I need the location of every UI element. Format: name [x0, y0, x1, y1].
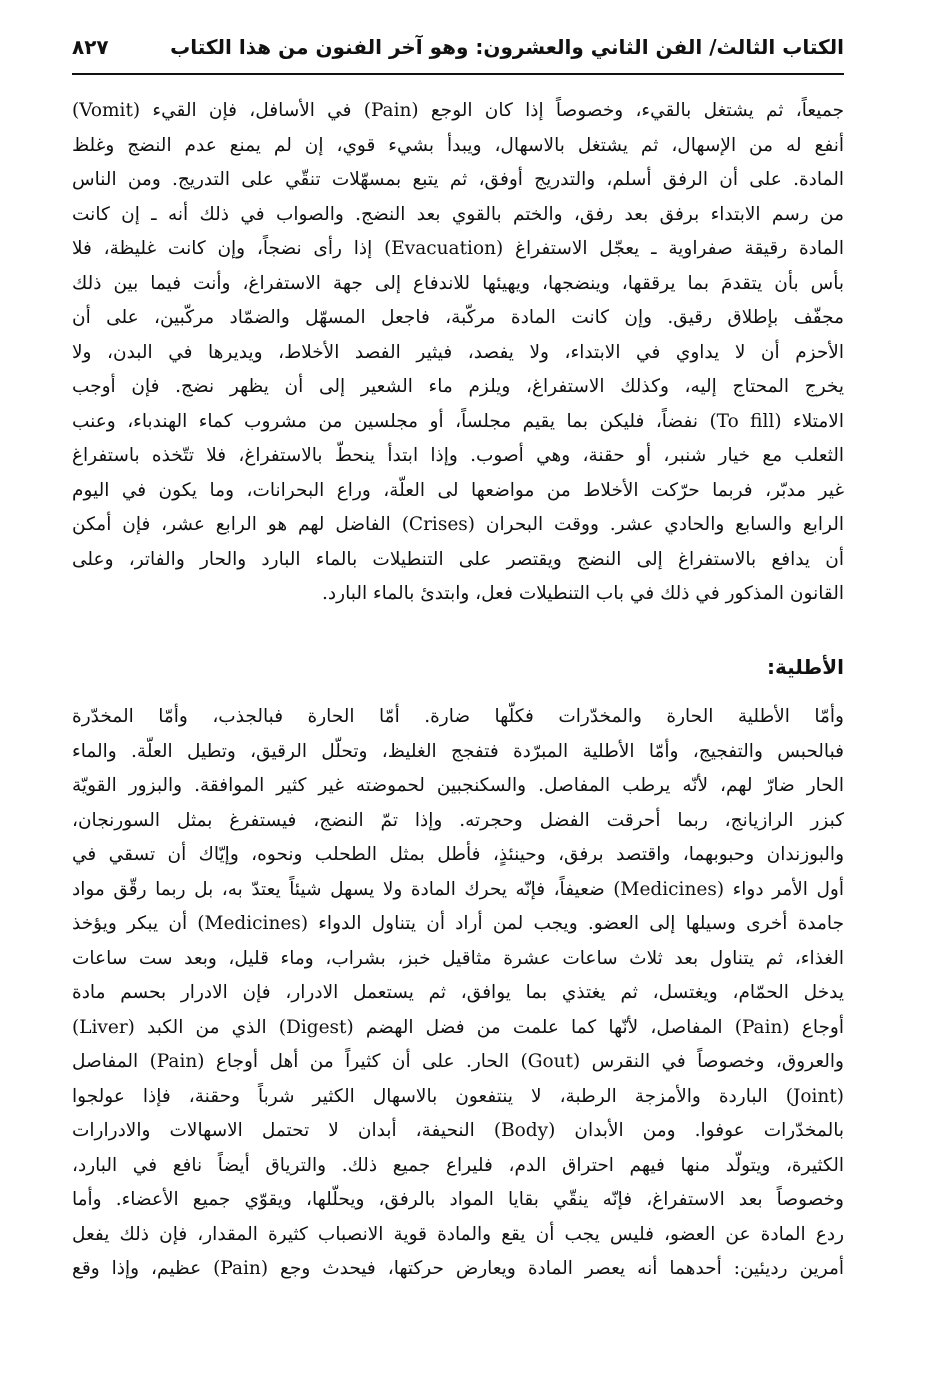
text-line: وخصوصاً بعد الاستفراغ، فإنّه ينقّي بقايا المواد بالرفق، ويحلّلها، ويقوّي جميع الأعضاء. وأما [72, 1189, 844, 1210]
text-line: الغذاء، ثم يتناول بعد ثلاث ساعات عشرة مثاقيل خبز، بشراب، وماء قليل، وبعد ست ساعات [72, 947, 844, 969]
text-line: وأمّا الأطلية الحارة والمخدّرات فكلّها ضارة. أمّا الحارة فبالجذب، وأمّا المخدّرة [72, 706, 844, 727]
text-line: جامدة أخرى وسيلها إلى العضو. ويجب لمن أراد أن يتناول الدواء (Medicines) أن يبكر ويؤخذ [72, 913, 844, 934]
body-text-section-2 [72, 700, 844, 1287]
running-header [72, 30, 844, 66]
text-line: بالمخدّرات عوفوا. ومن الأبدان (Body) النحيفة، أبدان لا تحتمل الاسهالات والادرارات [72, 1120, 844, 1141]
text-line: جميعاً، ثم يشتغل بالقيء، وخصوصاً إذا كان الوجع (Pain) في الأسافل، فإن القيء (Vomit) [72, 100, 844, 121]
text-line: والبوزندان وحبوبهما، واقتصد برفق، وحينئذٍ، فأطل بمثل الطحلب ونحوه، وإيّاك أن تسقي في [72, 844, 844, 865]
text-line: مجفّف بإطلاق رقيق. وإن كانت المادة مركّبة، فاجعل المسهّل والضمّاد مركّبين، على أن [72, 307, 844, 328]
text-line: ردع المادة عن العضو، فليس يجب أن يقع والمادة قوية الانصباب كثيرة المقدار، فإن ذلك يفعل [72, 1223, 844, 1245]
text-line: الكثيرة، ويتولّد منها فيهم احتراق الدم، فليراع جميع ذلك. والترياق أيضاً نافع في البارد، [72, 1154, 844, 1176]
text-line: الأحزم أن لا يداوي في الابتداء، ولا يفصد، فيثير الفصد الأخلاط، ويديرها في البدن، ولا [72, 341, 844, 363]
text-line: من رسم الابتداء برفق بعد رفق، والختم بالقوي بعد النضج. والصواب في ذلك أنه ـ إن كانت [72, 203, 844, 225]
text-line: أمرين رديئين: أحدهما أنه يعصر المادة ويعارض حركتها، فيحدث وجع (Pain) عظيم، وإذا وقع [72, 1258, 844, 1279]
text-line: الحار ضارّ لهم، لأنّه يرطب المفاصل. والسكنجبين لحموضته غير كثير الموافقة. والبزور القويّة [72, 775, 844, 796]
text-line: يدخل الحمّام، ويغتسل، ثم يغتذي بما يوافق، ثم يستعمل الادرار، فإن الادرار بحسم مادة [72, 982, 844, 1003]
text-line-last: القانون المذكور في ذلك في باب التنطيلات فعل، وابتدئ بالماء البارد. [322, 583, 844, 604]
text-line: المادة رقيقة صفراوية ـ يعجّل الاستفراغ (Evacuation) إذا رأى نضجاً، وإن كانت غليظة، فلا [72, 238, 844, 259]
text-line: والعروق، وخصوصاً في النقرس (Gout) الحار. على أن كثيراً من أهل أوجاع (Pain) المفاصل [72, 1051, 844, 1072]
text-line: أول الأمر دواء (Medicines) ضعيفاً، فإنّه يحرك المادة ولا يسهل شيئاً يعتدّ به، بل ربما رقّق مواد [72, 878, 844, 900]
text-line: يخرج المحتاج إليه، وكذلك الاستفراغ، ويلزم ماء الشعير إلى أن يظهر نضج. فإن أوجب [72, 376, 844, 397]
text-line: (Joint) الباردة والأمزجة الرطبة، لا ينتفعون بالاسهال الكثير شرباً وحقنة، فإذا عولجوا [72, 1085, 844, 1107]
text-line: أوجاع (Pain) المفاصل، لأنّها كما علمت من فضل الهضم (Digest) الذي من الكبد (Liver) [72, 1016, 844, 1038]
text-line: أنفع له من الإسهال، ثم يشتغل بالاسهال، ويبدأ بشيء قوي، إن لم يمنع عدم النضج وغلظ [72, 134, 844, 156]
text-line: فبالحبس والتفجيج، وأمّا الأطلية المبرّدة فتفجج الغليظ، وتحلّل الرقيق، وتطيل العلّة. والماء [72, 740, 844, 762]
text-line: غير مدبّر، فربما حرّكت الأخلاط من مواضعها لى العلّة، وراع البحرانات، وما يكون في اليوم [72, 479, 844, 501]
page-number: ٨٢٧ [72, 35, 109, 59]
text-line: أن يدافع بالاستفراغ إلى النضج ويقتصر على التنطيلات بالماء البارد والحار والفاتر، وعلى [72, 548, 844, 570]
body-text-section-1 [72, 94, 844, 612]
header-divider [72, 73, 844, 75]
text-line: الثعلب مع خيار شنبر، أو حقنة، وهي أصوب. وإذا ابتدأ ينحطّ بالاستفراغ، فلا تتّخذه باستفراغ [72, 445, 844, 466]
section-heading: الأطلية: [766, 655, 844, 679]
text-line: بأس بأن يتقدمَ بما يرققها، وينضجها، ويهيئها للاندفاع إلى جهة الاستفراغ، وأنت فيما بين ذلك [72, 272, 844, 294]
text-line: الرابع والسابع والحادي عشر. ووقت البحران (Crises) الفاضل لهم هو الرابع عشر، فإن أمكن [72, 514, 844, 535]
text-line: المادة. على أن الرفق أسلم، والتدريج أوفق، ثم يتبع بمسهّلات تنقّي على التدريج. ومن الناس [72, 169, 844, 190]
text-line: الامتلاء (To fill) نفضاً، فليكن بما يقيم مجلساً، أو مجلسين من مشروب كماء الهندباء، وعنب [72, 410, 844, 432]
text-line: كبزر الرازيانج، ربما أحرقت الفضل وحجرته. وإذا تمّ النضج، فيستفرغ بمثل السورنجان، [72, 809, 844, 831]
header-title: الكتاب الثالث/ الفن الثاني والعشرون: وهو آخر الفنون من هذا الكتاب [170, 35, 844, 59]
